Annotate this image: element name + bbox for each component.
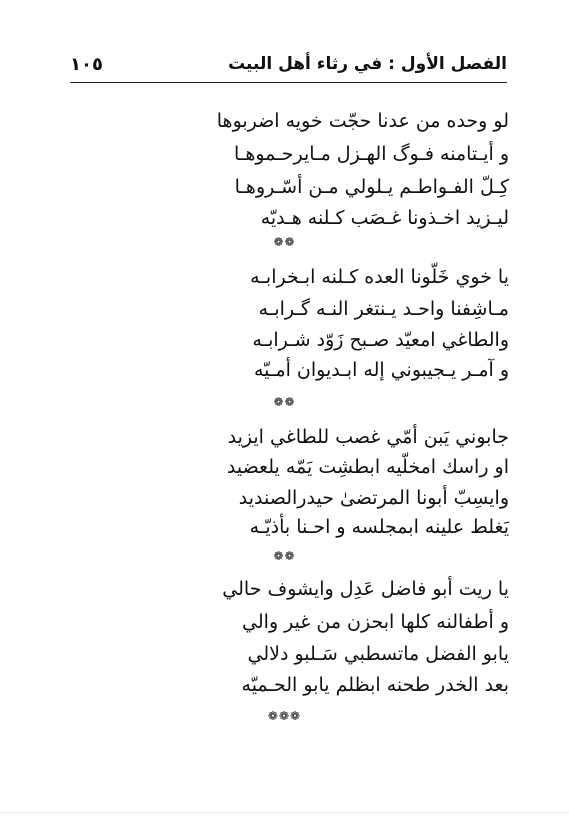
verse-line: جابوني يَبن أمّي غصب للطاغي ايزيد — [227, 426, 509, 448]
verse-line: ليـزيد اخـذونا غـصَب كـلنه هـديّه — [260, 207, 509, 229]
page-edge — [0, 812, 569, 821]
stanza-separator: ❁❁ — [273, 235, 296, 249]
chapter-title: الفصل الأول : في رثاء أهل البيت — [228, 54, 507, 74]
verse-line: لو وحده من عدنا حجّت خويه اضربوها — [216, 110, 509, 132]
stanza-separator: ❁❁ — [273, 549, 296, 563]
verse-line: كِـلّ الفـواطـم يـلولي مـن أسّـروهـا — [234, 176, 509, 198]
verse-line: و آمـر يـجيبوني إله ابـديوان أمـيّه — [253, 359, 509, 381]
page-header — [70, 52, 507, 83]
verse-line: و أيـتامنه فـوگ الهـزل مـايرحـموهـا — [233, 143, 509, 165]
verse-line: او راسك امخلّيه ابطشِت يَمّه يلعضيد — [226, 456, 509, 478]
verse-line: و أطفالنه كلها ابحزن من غير والي — [242, 611, 509, 633]
verse-line: يابو الفضل ماتسطبي سَـلبو دلالي — [247, 643, 509, 665]
stanza-separator: ❁❁❁ — [267, 709, 302, 723]
verse-line: بعد الخدر طحنه ابظلم يابو الحـميّه — [241, 674, 509, 696]
verse-line: مـاشِفنا واحـد يـنتغر النـه گـرابـه — [258, 298, 509, 320]
stanza-separator: ❁❁ — [273, 395, 296, 409]
verse-line: وايسِبّ أبونا المرتضىٰ حيدرالصنديد — [238, 487, 509, 509]
verse-line: يَغلط علينه ابمجلسه و احـنا بأذيّـه — [249, 516, 509, 538]
verse-line: يا ريت أبو فاضل عَدِل وايشوف حالي — [222, 578, 509, 600]
verse-line: يا خوي خَلّونا العده كـلنه ابـخرابـه — [250, 266, 509, 288]
verse-line: والطاغي امعيّد صـبح زَوّد شـرابـه — [252, 329, 509, 351]
page-number: ١٠٥ — [70, 54, 103, 75]
